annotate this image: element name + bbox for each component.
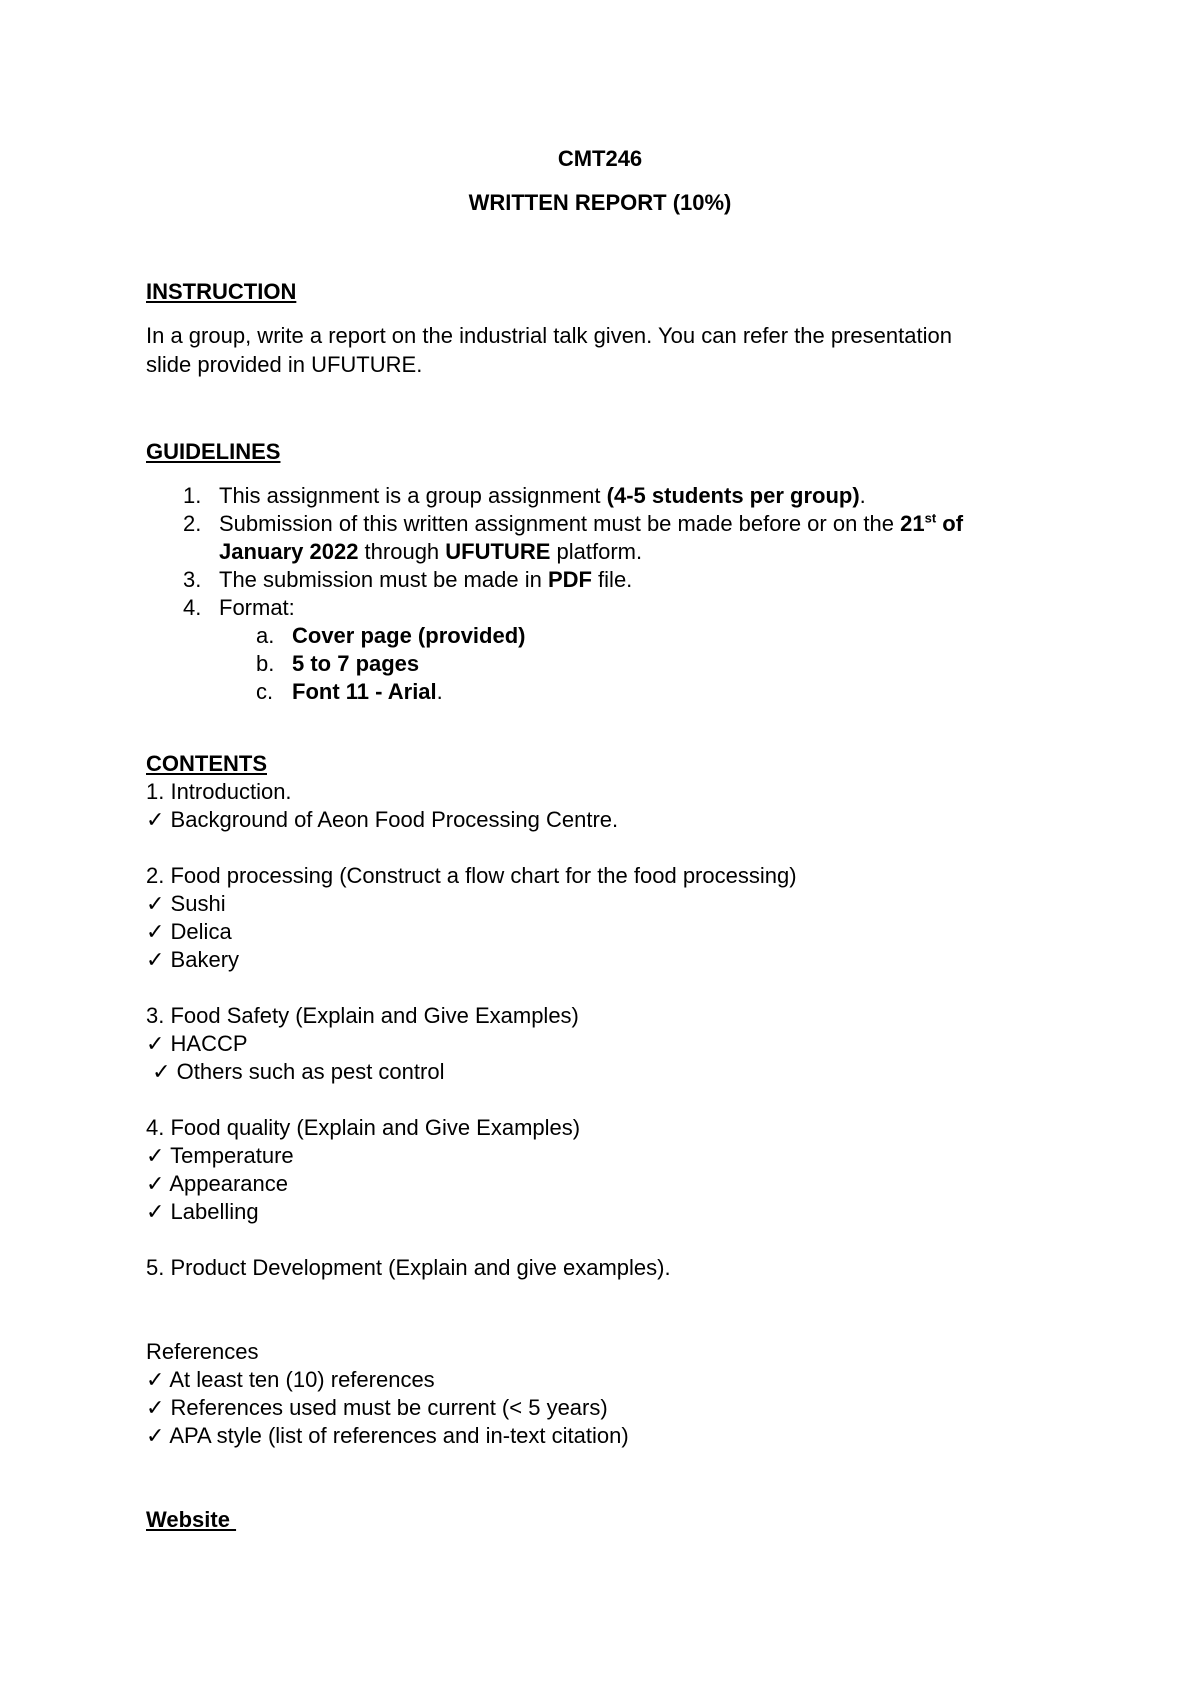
guideline-item-4: 4. Format:: [183, 594, 295, 623]
contents-introduction: 1. Introduction.: [146, 779, 292, 804]
website-heading: Website: [146, 1507, 237, 1532]
references-heading: References: [146, 1339, 259, 1364]
format-item-c: c. Font 11 - Arial.: [256, 679, 443, 704]
guidelines-heading: GUIDELINES: [146, 439, 281, 464]
guideline-item-1: 1. This assignment is a group assignment (4-5 students per group).: [183, 482, 866, 511]
list-item: ✓ Delica: [146, 919, 232, 944]
contents-product-development: 5. Product Development (Explain and give examples).: [146, 1255, 671, 1280]
guideline-number: 2.: [183, 511, 202, 536]
list-item: ✓ APA style (list of references and in-text citation): [146, 1423, 629, 1448]
list-item: ✓ Others such as pest control: [146, 1059, 445, 1084]
guideline-number: 4.: [183, 595, 202, 620]
list-item: ✓ Background of Aeon Food Processing Centre.: [146, 807, 619, 832]
list-item: ✓ Appearance: [146, 1171, 288, 1196]
list-item: ✓ Temperature: [146, 1143, 294, 1168]
contents-heading: CONTENTS: [146, 751, 267, 776]
list-item: ✓ Labelling: [146, 1199, 259, 1224]
guideline-item-2: 2. Submission of this written assignment must be made before or on the 21st of: [183, 510, 963, 539]
list-item: ✓ Bakery: [146, 947, 240, 972]
report-title: WRITTEN REPORT (10%): [468, 190, 732, 215]
list-item: ✓ At least ten (10) references: [146, 1367, 435, 1392]
guideline-item-2-continued: January 2022 through UFUTURE platform.: [219, 539, 643, 564]
format-item-b: b. 5 to 7 pages: [256, 651, 420, 676]
course-code: CMT246: [557, 146, 643, 171]
guideline-item-3: 3. The submission must be made in PDF file.: [183, 566, 632, 595]
list-item: ✓ References used must be current (< 5 years): [146, 1395, 608, 1420]
format-item-a: a. Cover page (provided): [256, 623, 526, 648]
guideline-number: 1.: [183, 483, 202, 508]
guideline-number: 3.: [183, 567, 202, 592]
instruction-heading: INSTRUCTION: [146, 279, 297, 304]
list-item: ✓ Sushi: [146, 891, 226, 916]
list-item: ✓ HACCP: [146, 1031, 248, 1056]
contents-food-safety: 3. Food Safety (Explain and Give Examples): [146, 1003, 579, 1028]
instruction-line-1: In a group, write a report on the industrial talk given. You can refer the presentation: [146, 323, 952, 348]
instruction-line-2: slide provided in UFUTURE.: [146, 352, 423, 377]
contents-food-quality: 4. Food quality (Explain and Give Examples): [146, 1115, 581, 1140]
contents-food-processing: 2. Food processing (Construct a flow chart for the food processing): [146, 863, 797, 888]
